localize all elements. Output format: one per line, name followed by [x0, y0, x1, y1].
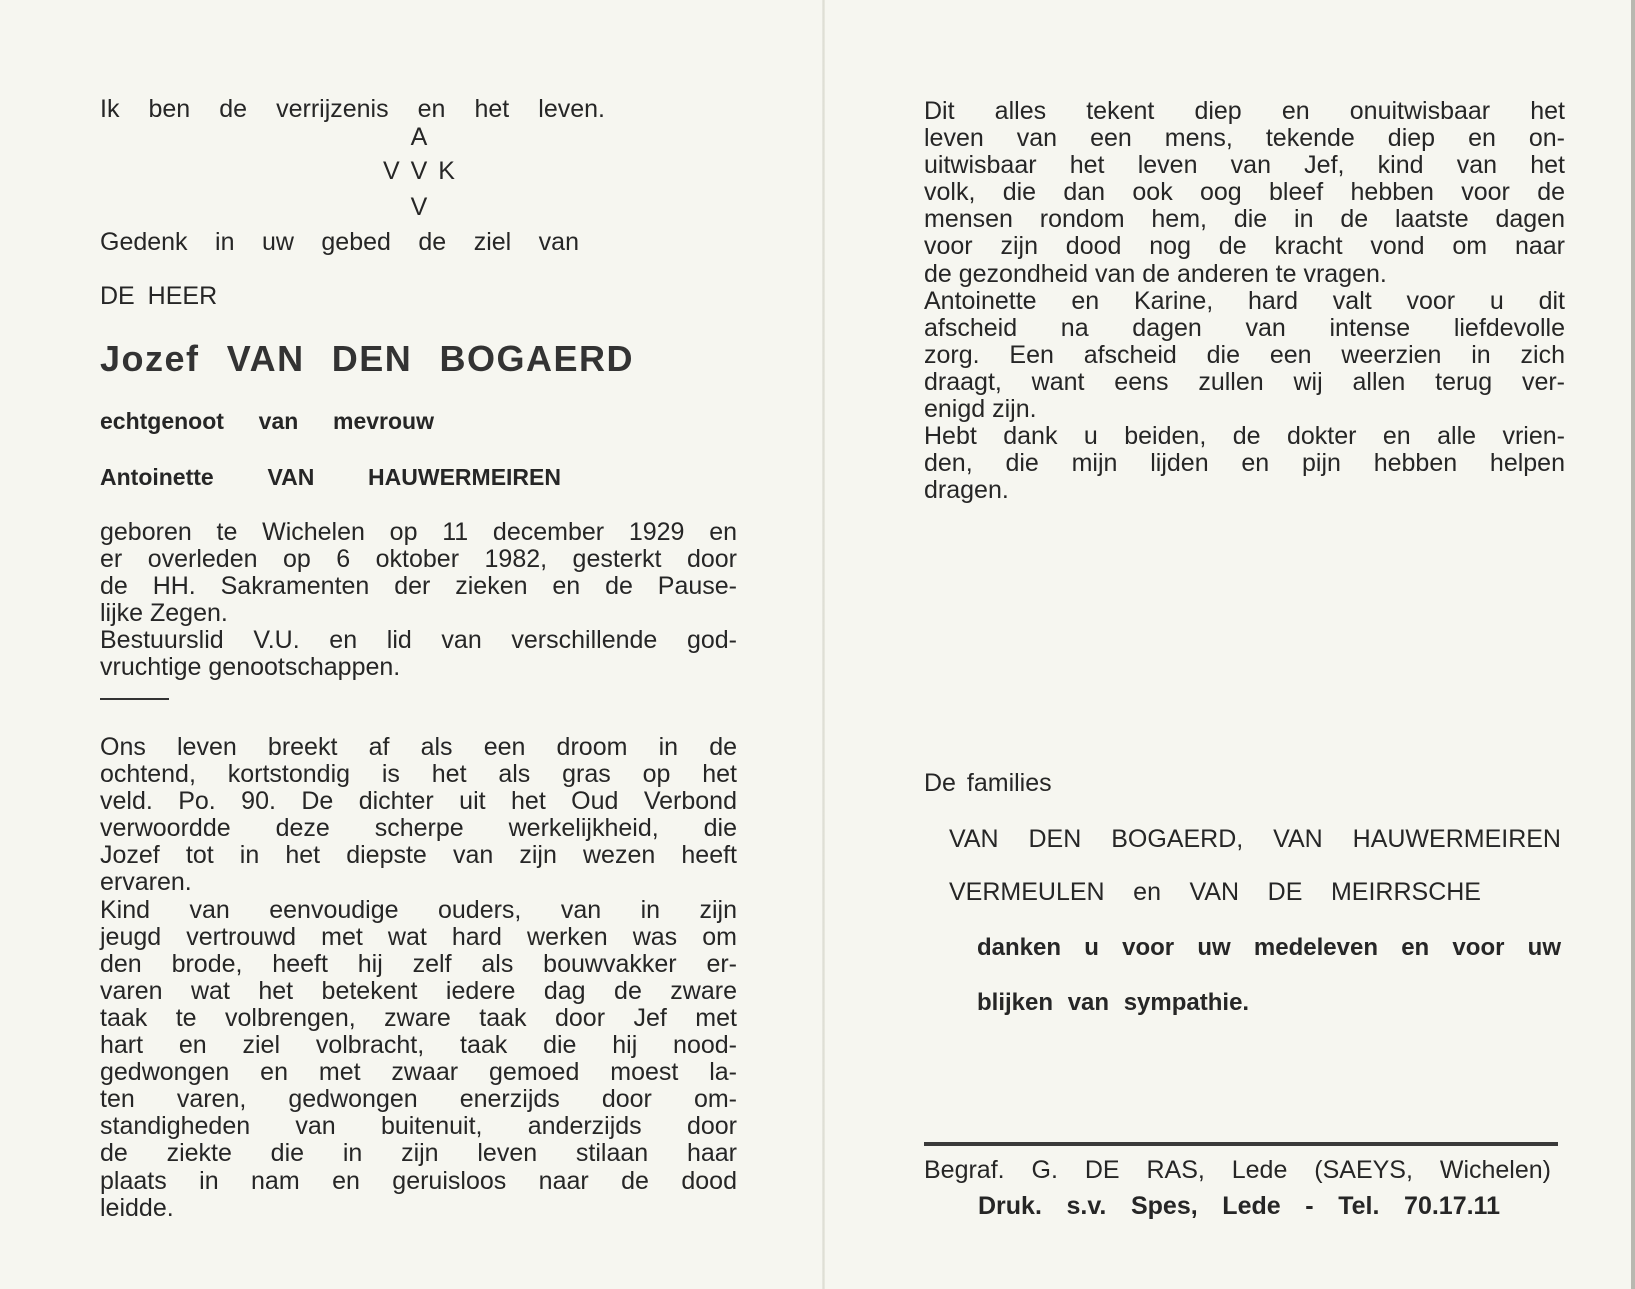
- text-line: veld. Po. 90. De dichter uit het Oud Verbond: [100, 787, 737, 816]
- right-reflection-text: [924, 98, 1565, 504]
- biography: [100, 519, 737, 682]
- text-line: lijke Zegen.: [100, 599, 228, 628]
- text-line: jeugd vertrouwd met wat hard werken was om: [100, 922, 737, 951]
- printer-credit: Druk. s.v. Spes, Lede - Tel. 70.17.11: [978, 1192, 1500, 1220]
- families-label: De families: [924, 769, 1052, 797]
- text-line: plaats in nam en geruisloos naar de dood: [100, 1166, 737, 1195]
- card-edge: [1631, 0, 1635, 1289]
- text-line: Hebt dank u beiden, de dokter en alle vrien-: [924, 422, 1565, 451]
- text-line: de HH. Sakramenten der zieken en de Pause-: [100, 572, 737, 601]
- verse: Ik ben de verrijzenis en het leven.: [100, 95, 605, 123]
- honorific: DE HEER: [100, 282, 218, 310]
- text-line: volk, die dan ook oog bleef hebben voor de: [924, 178, 1565, 207]
- text-line: leidde.: [100, 1193, 174, 1222]
- text-line: mensen rondom hem, die in de laatste dagen: [924, 205, 1565, 234]
- text-line: Kind van eenvoudige ouders, van in zijn: [100, 895, 737, 924]
- left-reflection-text: [100, 734, 737, 1222]
- thanks-line-2: blijken van sympathie.: [977, 989, 1250, 1016]
- text-line: uitwisbaar het leven van Jef, kind van het: [924, 151, 1565, 180]
- text-line: ten varen, gedwongen enerzijds door om-: [100, 1085, 737, 1114]
- text-line: Bestuurslid V.U. en lid van verschillende god-: [100, 626, 737, 655]
- text-line: voor zijn dood nog de kracht vond om naar: [924, 232, 1565, 261]
- text-line: leven van een mens, tekende diep en on-: [924, 124, 1565, 153]
- footer-rule: [924, 1142, 1558, 1146]
- text-line: varen wat het betekent iedere dag de zware: [100, 976, 737, 1005]
- text-line: Jozef tot in het diepste van zijn wezen heeft: [100, 841, 737, 870]
- prayer-text: Gedenk in uw gebed de ziel van: [100, 228, 579, 256]
- text-line: de gezondheid van de anderen te vragen.: [924, 259, 1387, 288]
- text-line: Ons leven breekt af als een droom in de: [100, 733, 737, 761]
- cross-bottom: V: [410, 193, 428, 221]
- text-line: den brode, heeft hij zelf als bouwvakker er-: [100, 949, 737, 978]
- text-line: verwoordde deze scherpe werkelijkheid, die: [100, 814, 737, 843]
- text-line: geboren te Wichelen op 11 december 1929 en: [100, 518, 737, 546]
- cross-top: A: [410, 123, 428, 151]
- text-line: draagt, want eens zullen wij allen terug ver-: [924, 367, 1565, 396]
- text-line: standigheden van buitenuit, anderzijds door: [100, 1112, 737, 1141]
- text-line: de ziekte die in zijn leven stilaan haar: [100, 1139, 737, 1168]
- text-line: gedwongen en met zwaar gemoed moest la-: [100, 1058, 737, 1087]
- text-line: vruchtige genootschappen.: [100, 653, 401, 682]
- undertaker-credit: Begraf. G. DE RAS, Lede (SAEYS, Wichelen): [924, 1156, 1551, 1184]
- text-line: taak te volbrengen, zware taak door Jef met: [100, 1003, 737, 1032]
- separator-dash: [100, 698, 169, 700]
- text-line: Dit alles tekent diep en onuitwisbaar het: [924, 97, 1565, 125]
- card-fold: [822, 0, 825, 1289]
- cross-middle: V V K: [383, 157, 455, 185]
- deceased-name: Jozef VAN DEN BOGAERD: [100, 338, 634, 379]
- text-line: dragen.: [924, 476, 1009, 505]
- text-line: Antoinette en Karine, hard valt voor u dit: [924, 286, 1565, 315]
- text-line: ochtend, kortstondig is het als gras op het: [100, 760, 737, 789]
- spouse-label: echtgenoot van mevrouw: [100, 408, 434, 434]
- spouse-name: Antoinette VAN HAUWERMEIREN: [100, 464, 561, 490]
- text-line: zorg. Een afscheid die een weerzien in zich: [924, 340, 1565, 369]
- text-line: hart en ziel volbracht, taak die hij nood-: [100, 1031, 737, 1060]
- text-line: er overleden op 6 oktober 1982, gesterkt door: [100, 545, 737, 574]
- text-line: enigd zijn.: [924, 395, 1037, 424]
- text-line: ervaren.: [100, 868, 192, 897]
- families-line-2: VERMEULEN en VAN DE MEIRRSCHE: [949, 878, 1481, 906]
- text-line: afscheid na dagen van intense liefdevolle: [924, 313, 1565, 342]
- families-line-1: VAN DEN BOGAERD, VAN HAUWERMEIREN: [949, 825, 1561, 853]
- thanks-line-1: danken u voor uw medeleven en voor uw: [977, 934, 1561, 961]
- text-line: den, die mijn lijden en pijn hebben helpen: [924, 449, 1565, 478]
